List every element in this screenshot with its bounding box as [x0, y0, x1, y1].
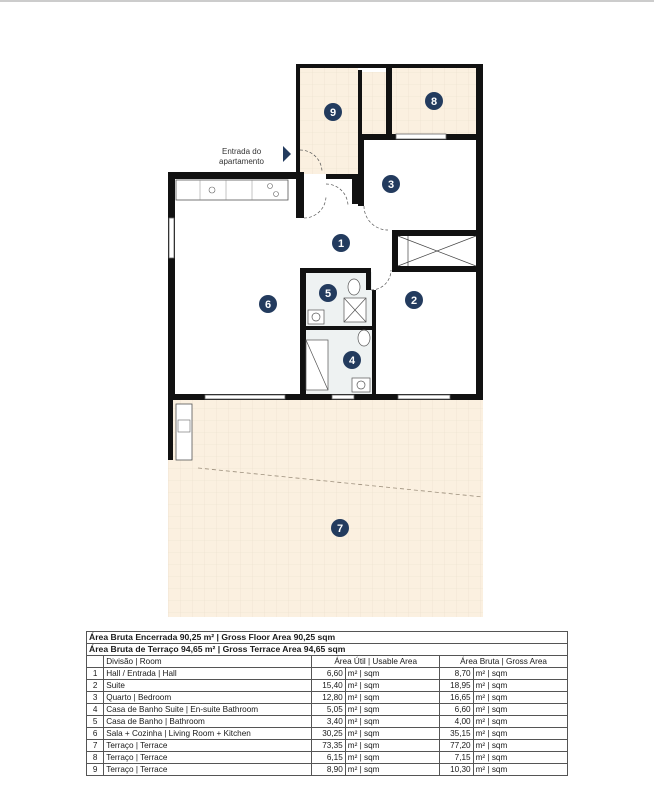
gross-value: 6,60: [440, 704, 473, 716]
room-marker-label: 1: [337, 238, 345, 250]
gross-floor-area: Área Bruta Encerrada 90,25 m² | Gross Floor Area 90,25 sqm: [87, 632, 568, 644]
row-number: 3: [87, 692, 104, 704]
room-marker-6: [259, 295, 277, 313]
row-number: 8: [87, 752, 104, 764]
room-marker-label: 7: [336, 523, 344, 535]
usable-unit: m² | sqm: [345, 728, 439, 740]
terrace-9-area: [296, 66, 358, 174]
row-number: 1: [87, 668, 104, 680]
room-marker-5: [319, 284, 337, 302]
row-number: 4: [87, 704, 104, 716]
room-marker-label: 2: [410, 295, 418, 307]
usable-unit: m² | sqm: [345, 692, 439, 704]
table-header-row: [87, 656, 568, 668]
gross-unit: m² | sqm: [473, 692, 567, 704]
gross-value: 35,15: [440, 728, 473, 740]
gross-value: 77,20: [440, 740, 473, 752]
row-number: 9: [87, 764, 104, 776]
room-name: Sala + Cozinha | Living Room + Kitchen: [104, 728, 312, 740]
gross-floor-row: [87, 632, 568, 644]
gross-value: 7,15: [440, 752, 473, 764]
room-marker-4: [343, 351, 361, 369]
room-name: Terraço | Terrace: [104, 740, 312, 752]
gross-unit: m² | sqm: [473, 680, 567, 692]
usable-unit: m² | sqm: [345, 740, 439, 752]
gross-value: 10,30: [440, 764, 473, 776]
usable-value: 3,40: [312, 716, 345, 728]
usable-unit: m² | sqm: [345, 680, 439, 692]
row-number: 6: [87, 728, 104, 740]
gross-value: 8,70: [440, 668, 473, 680]
table-row: [87, 752, 568, 764]
gross-terrace-row: [87, 644, 568, 656]
gross-unit: m² | sqm: [473, 764, 567, 776]
usable-unit: m² | sqm: [345, 752, 439, 764]
room-marker-label: 4: [348, 355, 356, 367]
usable-unit: m² | sqm: [345, 704, 439, 716]
room-marker-7: [331, 519, 349, 537]
usable-value: 6,60: [312, 668, 345, 680]
room-marker-1: [332, 234, 350, 252]
room-name: Terraço | Terrace: [104, 764, 312, 776]
usable-value: 5,05: [312, 704, 345, 716]
terrace-9-side: [358, 72, 390, 134]
gross-terrace-area: Área Bruta de Terraço 94,65 m² | Gross Terrace Area 94,65 sqm: [87, 644, 568, 656]
room-marker-2: [405, 291, 423, 309]
room-marker-label: 8: [430, 96, 438, 108]
room-name: Casa de Banho Suite | En-suite Bathroom: [104, 704, 312, 716]
gross-unit: m² | sqm: [473, 716, 567, 728]
gross-value: 18,95: [440, 680, 473, 692]
gross-unit: m² | sqm: [473, 752, 567, 764]
header-number: [87, 656, 104, 668]
row-number: 5: [87, 716, 104, 728]
table-row: [87, 740, 568, 752]
usable-unit: m² | sqm: [345, 668, 439, 680]
usable-value: 12,80: [312, 692, 345, 704]
room-marker-label: 6: [264, 299, 272, 311]
table-row: [87, 716, 568, 728]
table-row: [87, 728, 568, 740]
gross-unit: m² | sqm: [473, 728, 567, 740]
room-name: Hall / Entrada | Hall: [104, 668, 312, 680]
table-row: [87, 668, 568, 680]
usable-unit: m² | sqm: [345, 764, 439, 776]
stairs: [398, 236, 476, 266]
header-gross-area: Área Bruta | Gross Area: [440, 656, 568, 668]
terrace-7-area: [168, 400, 483, 617]
gross-unit: m² | sqm: [473, 704, 567, 716]
room-name: Suite: [104, 680, 312, 692]
table-row: [87, 704, 568, 716]
table-row: [87, 764, 568, 776]
entrance-arrow-icon: [283, 146, 291, 162]
usable-value: 6,15: [312, 752, 345, 764]
room-name: Terraço | Terrace: [104, 752, 312, 764]
gross-unit: m² | sqm: [473, 740, 567, 752]
entrance-label-line2: apartamento: [219, 157, 264, 166]
area-table: [86, 631, 568, 776]
room-name: Quarto | Bedroom: [104, 692, 312, 704]
gross-unit: m² | sqm: [473, 668, 567, 680]
gross-value: 4,00: [440, 716, 473, 728]
row-number: 7: [87, 740, 104, 752]
header-room: Divisão | Room: [104, 656, 312, 668]
room-marker-3: [382, 175, 400, 193]
usable-value: 15,40: [312, 680, 345, 692]
header-usable-area: Área Útil | Usable Area: [312, 656, 440, 668]
table-row: [87, 680, 568, 692]
row-number: 2: [87, 680, 104, 692]
room-marker-label: 3: [387, 179, 395, 191]
gross-value: 16,65: [440, 692, 473, 704]
entrance-label-line1: Entrada do: [222, 147, 262, 156]
table-row: [87, 692, 568, 704]
usable-value: 8,90: [312, 764, 345, 776]
usable-unit: m² | sqm: [345, 716, 439, 728]
room-marker-9: [324, 103, 342, 121]
usable-value: 30,25: [312, 728, 345, 740]
room-name: Casa de Banho | Bathroom: [104, 716, 312, 728]
usable-value: 73,35: [312, 740, 345, 752]
room-marker-label: 5: [324, 288, 332, 300]
room-marker-8: [425, 92, 443, 110]
room-marker-label: 9: [329, 107, 337, 119]
